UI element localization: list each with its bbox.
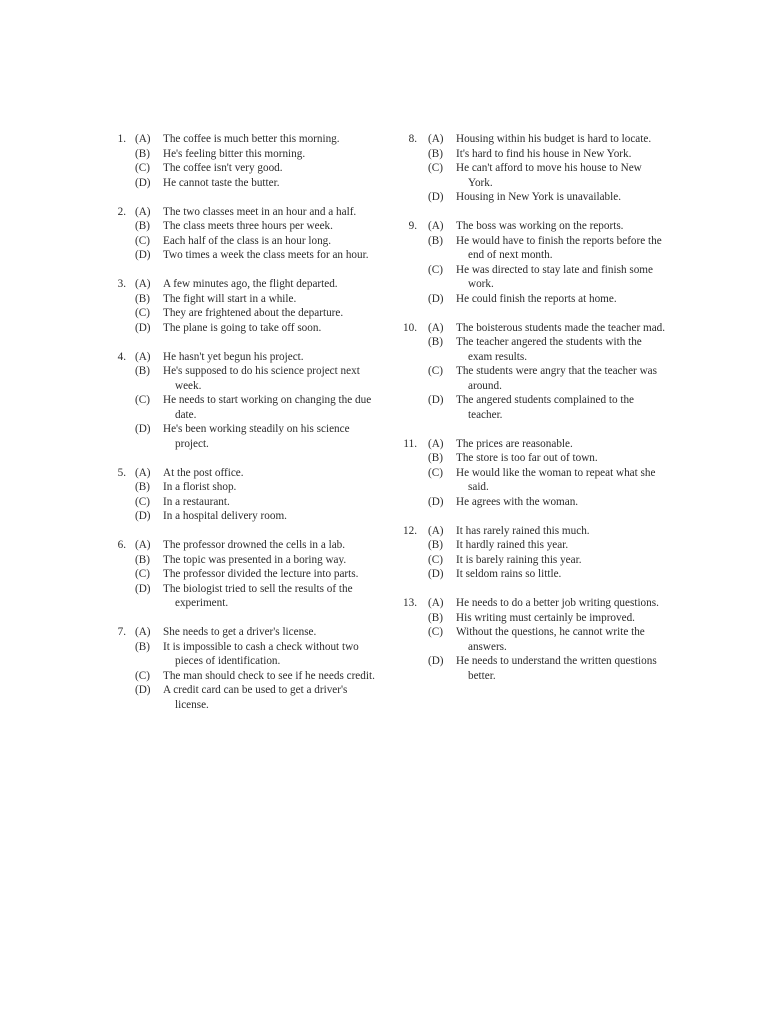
option-d <box>108 509 383 524</box>
option-letter: (B) <box>135 553 150 566</box>
option-letter: (B) <box>135 640 150 653</box>
option-letter: (A) <box>135 539 151 551</box>
option-text: They are frightened about the departure. <box>163 307 344 319</box>
option-b <box>400 234 668 263</box>
option-d <box>400 567 668 582</box>
option-letter: (A) <box>428 133 444 145</box>
option-list <box>108 350 383 452</box>
option-list <box>108 466 383 524</box>
option-letter: (B) <box>428 234 443 247</box>
option-letter: (D) <box>135 423 151 435</box>
option-text: The topic was presented in a boring way. <box>163 553 347 566</box>
option-letter: (D) <box>428 292 444 305</box>
option-text: The boisterous students made the teacher mad. <box>456 321 666 334</box>
option-text: He's been working steadily on his science project. <box>163 423 350 450</box>
option-letter: (B) <box>135 292 150 305</box>
option-letter: (A) <box>428 524 444 537</box>
question-1 <box>108 132 383 190</box>
option-letter: (A) <box>135 205 151 218</box>
option-b <box>108 147 383 162</box>
option-a <box>108 538 383 553</box>
option-letter: (D) <box>428 655 444 667</box>
option-b <box>400 451 668 466</box>
option-c <box>400 466 668 495</box>
option-b <box>400 335 668 364</box>
option-text: The man should check to see if he needs credit. <box>163 669 375 682</box>
option-letter: (C) <box>428 626 443 638</box>
option-letter: (C) <box>428 553 443 566</box>
option-letter: (D) <box>135 176 151 189</box>
option-letter: (B) <box>135 220 150 232</box>
left-column <box>108 132 383 727</box>
option-c <box>108 393 383 422</box>
option-text: In a restaurant. <box>163 495 230 508</box>
option-text: At the post office. <box>163 466 244 479</box>
option-d <box>400 292 668 307</box>
option-a <box>400 524 668 539</box>
question-13 <box>400 596 668 683</box>
option-text: He agrees with the woman. <box>456 495 579 508</box>
option-list <box>108 277 383 335</box>
option-letter: (D) <box>135 321 151 334</box>
option-text: The students were angry that the teacher was around. <box>456 365 657 392</box>
option-text: The plane is going to take off soon. <box>163 321 322 334</box>
option-d <box>108 176 383 191</box>
option-letter: (D) <box>428 495 444 508</box>
option-c <box>108 161 383 176</box>
option-text: He hasn't yet begun his project. <box>163 350 304 363</box>
option-a <box>108 466 383 481</box>
option-a <box>400 596 668 611</box>
option-letter: (C) <box>135 307 150 319</box>
option-list <box>108 538 383 611</box>
option-text: The boss was working on the reports. <box>456 220 624 232</box>
option-text: He's feeling bitter this morning. <box>163 147 306 160</box>
option-text: The prices are reasonable. <box>456 437 573 450</box>
right-column <box>400 132 668 698</box>
option-text: It hardly rained this year. <box>456 539 569 551</box>
option-letter: (B) <box>428 336 443 348</box>
question-11 <box>400 437 668 510</box>
option-a <box>400 437 668 452</box>
option-letter: (D) <box>135 684 151 696</box>
option-c <box>400 625 668 654</box>
option-letter: (C) <box>135 234 150 247</box>
option-letter: (B) <box>428 539 443 551</box>
option-letter: (A) <box>428 321 444 334</box>
option-letter: (C) <box>135 568 150 580</box>
option-letter: (B) <box>428 611 443 624</box>
option-a <box>108 350 383 365</box>
option-letter: (A) <box>135 133 151 145</box>
question-10 <box>400 321 668 423</box>
option-text: It has rarely rained this much. <box>456 524 590 537</box>
option-letter: (B) <box>428 452 443 464</box>
option-letter: (A) <box>428 597 444 609</box>
option-d <box>400 190 668 205</box>
option-letter: (A) <box>135 278 151 290</box>
option-letter: (A) <box>135 626 151 638</box>
option-a <box>108 625 383 640</box>
option-d <box>108 321 383 336</box>
option-text: He needs to understand the written questions better. <box>456 655 657 682</box>
option-c <box>108 495 383 510</box>
option-text: His writing must certainly be improved. <box>456 611 635 624</box>
question-2 <box>108 205 383 263</box>
option-text: A credit card can be used to get a driver's license. <box>163 684 348 711</box>
option-a <box>400 219 668 234</box>
option-text: He's supposed to do his science project next week. <box>163 365 360 392</box>
option-d <box>400 495 668 510</box>
option-c <box>400 364 668 393</box>
option-text: He needs to start working on changing the due date. <box>163 394 372 421</box>
option-list <box>400 321 668 423</box>
option-list <box>400 219 668 306</box>
question-number: 13. <box>403 597 417 609</box>
option-d <box>108 422 383 451</box>
option-text: The class meets three hours per week. <box>163 220 333 232</box>
option-text: It is impossible to cash a check without two pieces of identification. <box>163 640 359 667</box>
option-list <box>400 596 668 683</box>
option-text: Without the questions, he cannot write the answers. <box>456 626 645 653</box>
option-text: He could finish the reports at home. <box>456 292 617 305</box>
option-letter: (A) <box>135 350 151 363</box>
option-d <box>108 683 383 712</box>
question-number: 8. <box>408 133 417 145</box>
option-d <box>400 393 668 422</box>
option-text: A few minutes ago, the flight departed. <box>163 278 338 290</box>
question-number: 6. <box>117 539 126 551</box>
question-number: 1. <box>117 133 126 145</box>
option-text: The fight will start in a while. <box>163 292 297 305</box>
option-letter: (D) <box>428 191 444 203</box>
option-letter: (A) <box>428 437 444 450</box>
option-text: The biologist tried to sell the results of the experiment. <box>163 582 353 609</box>
question-number: 2. <box>117 205 126 218</box>
option-letter: (D) <box>135 510 151 522</box>
option-b <box>108 553 383 568</box>
question-number: 7. <box>117 626 126 638</box>
option-letter: (C) <box>428 466 443 479</box>
option-list <box>108 625 383 712</box>
option-text: He can't afford to move his house to New York. <box>456 162 642 189</box>
option-a <box>400 321 668 336</box>
option-letter: (B) <box>135 147 150 160</box>
option-b <box>108 480 383 495</box>
option-list <box>400 132 668 205</box>
option-c <box>108 669 383 684</box>
option-text: It is barely raining this year. <box>456 553 582 566</box>
option-list <box>108 132 383 190</box>
option-text: It seldom rains so little. <box>456 568 562 580</box>
question-9 <box>400 219 668 306</box>
option-text: The angered students complained to the teacher. <box>456 394 635 421</box>
question-8 <box>400 132 668 205</box>
question-6 <box>108 538 383 611</box>
question-number: 10. <box>403 321 417 334</box>
option-letter: (A) <box>135 466 151 479</box>
option-a <box>400 132 668 147</box>
option-letter: (C) <box>428 365 443 377</box>
option-text: He needs to do a better job writing questions. <box>456 597 659 609</box>
option-letter: (D) <box>428 394 444 406</box>
option-c <box>108 234 383 249</box>
option-text: The coffee isn't very good. <box>163 162 283 174</box>
option-letter: (D) <box>135 249 151 261</box>
option-letter: (B) <box>135 365 150 377</box>
option-text: The professor divided the lecture into parts. <box>163 568 359 580</box>
option-text: He was directed to stay late and finish some work. <box>456 263 653 290</box>
question-number: 4. <box>117 350 126 363</box>
option-letter: (B) <box>135 481 150 493</box>
option-text: In a hospital delivery room. <box>163 510 287 522</box>
option-a <box>108 205 383 220</box>
option-text: The coffee is much better this morning. <box>163 133 340 145</box>
option-c <box>400 263 668 292</box>
option-text: In a florist shop. <box>163 481 237 493</box>
option-letter: (C) <box>135 669 150 682</box>
option-d <box>108 582 383 611</box>
option-b <box>400 147 668 162</box>
option-letter: (D) <box>135 582 151 595</box>
option-c <box>108 306 383 321</box>
option-letter: (C) <box>428 162 443 174</box>
option-text: Two times a week the class meets for an hour. <box>163 249 369 261</box>
option-a <box>108 132 383 147</box>
option-b <box>108 364 383 393</box>
option-c <box>400 161 668 190</box>
option-list <box>400 437 668 510</box>
option-c <box>400 553 668 568</box>
question-number: 11. <box>403 437 417 450</box>
option-letter: (C) <box>135 162 150 174</box>
option-letter: (C) <box>428 263 443 276</box>
question-number: 12. <box>403 524 417 537</box>
option-letter: (D) <box>428 568 444 580</box>
question-3 <box>108 277 383 335</box>
option-d <box>108 248 383 263</box>
option-b <box>400 611 668 626</box>
option-letter: (A) <box>428 220 444 232</box>
question-12 <box>400 524 668 582</box>
option-text: Housing within his budget is hard to locate. <box>456 133 652 145</box>
option-c <box>108 567 383 582</box>
option-b <box>108 640 383 669</box>
option-letter: (C) <box>135 394 150 406</box>
option-b <box>108 219 383 234</box>
option-list <box>400 524 668 582</box>
option-list <box>108 205 383 263</box>
option-d <box>400 654 668 683</box>
question-number: 5. <box>117 466 126 479</box>
option-letter: (C) <box>135 495 150 508</box>
option-text: The teacher angered the students with the exam results. <box>456 336 642 363</box>
question-7 <box>108 625 383 712</box>
option-text: He would have to finish the reports before the end of next month. <box>456 234 662 261</box>
option-text: It's hard to find his house in New York. <box>456 147 632 160</box>
option-text: Each half of the class is an hour long. <box>163 234 332 247</box>
option-text: Housing in New York is unavailable. <box>456 191 622 203</box>
option-a <box>108 277 383 292</box>
option-letter: (B) <box>428 147 443 160</box>
question-number: 3. <box>117 278 126 290</box>
question-number: 9. <box>408 220 417 232</box>
question-4 <box>108 350 383 452</box>
option-text: She needs to get a driver's license. <box>163 626 317 638</box>
option-b <box>108 292 383 307</box>
question-5 <box>108 466 383 524</box>
option-b <box>400 538 668 553</box>
option-text: The professor drowned the cells in a lab. <box>163 539 346 551</box>
option-text: The store is too far out of town. <box>456 452 598 464</box>
option-text: He would like the woman to repeat what she said. <box>456 466 656 493</box>
option-text: The two classes meet in an hour and a half. <box>163 205 357 218</box>
option-text: He cannot taste the butter. <box>163 176 280 189</box>
